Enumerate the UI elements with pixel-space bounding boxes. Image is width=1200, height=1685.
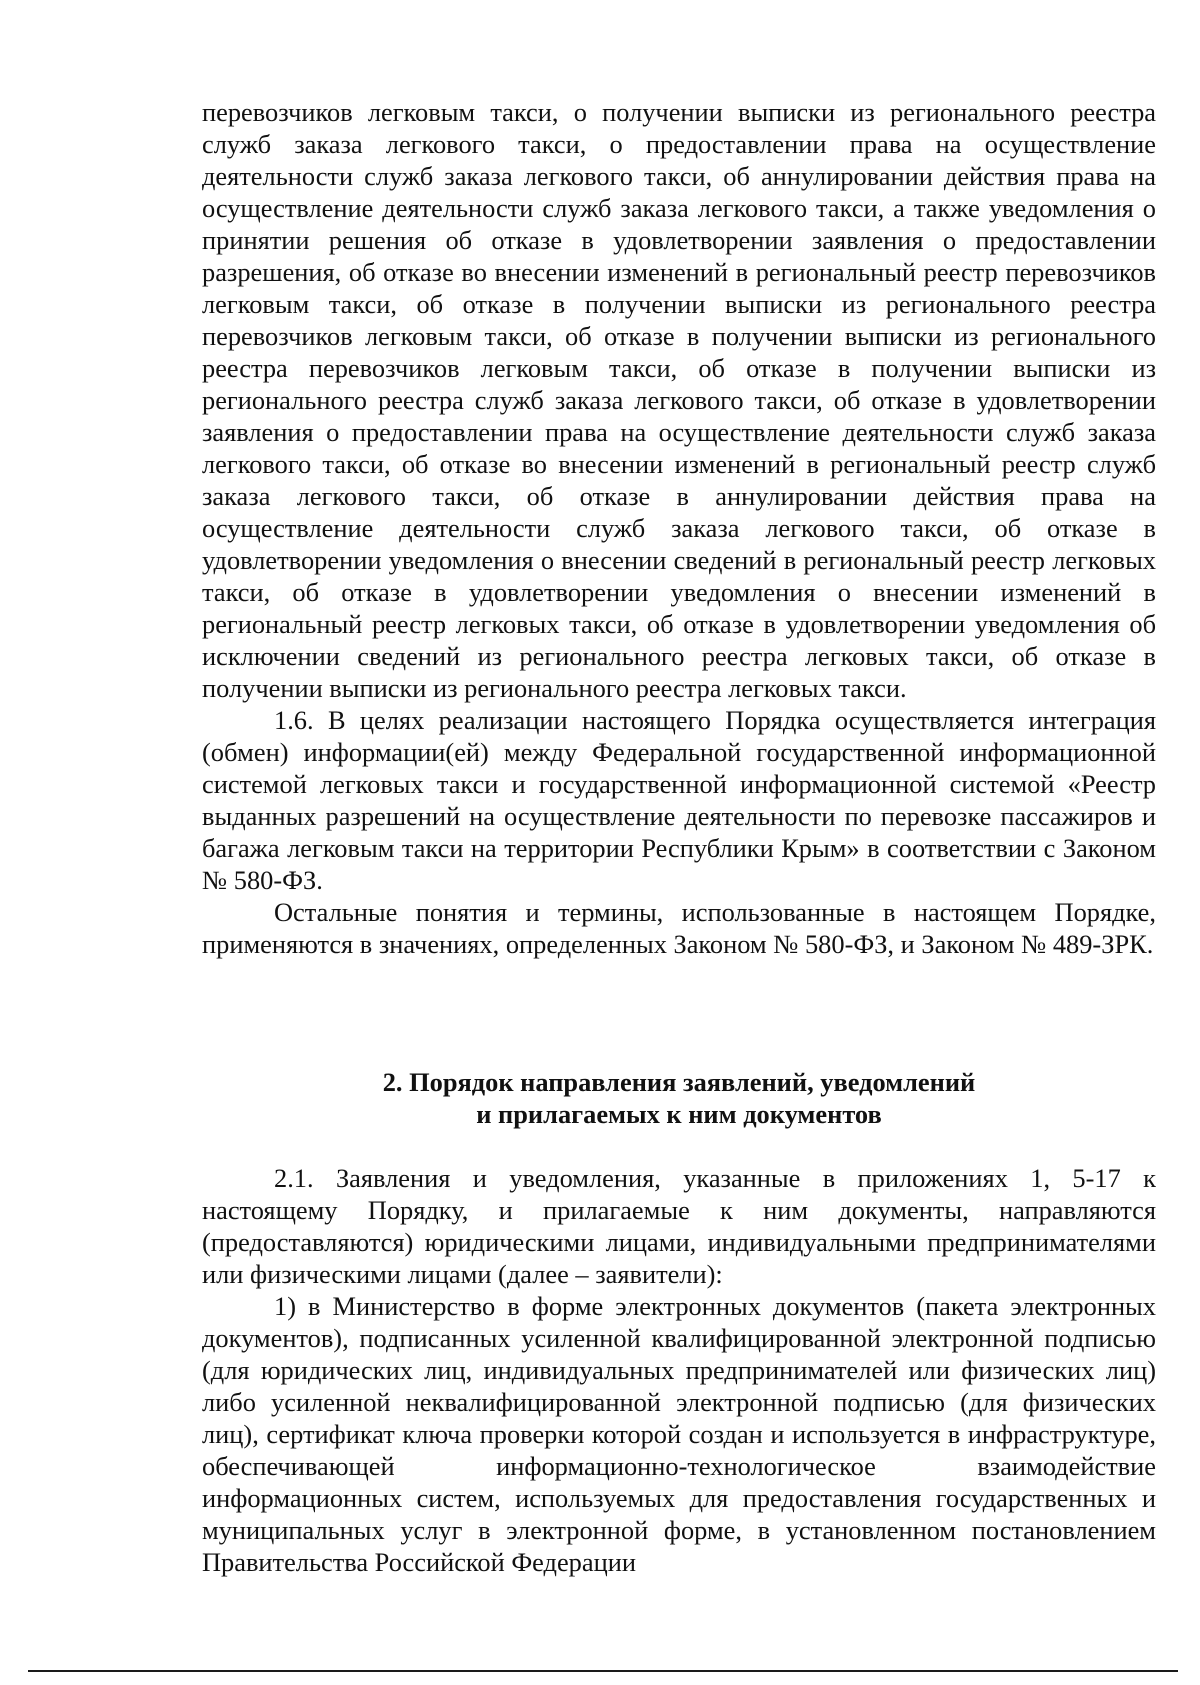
section-heading-line-2: и прилагаемых к ним документов xyxy=(476,1099,882,1129)
body-text-bottom xyxy=(202,1162,1156,1578)
section-heading-line-1: 2. Порядок направления заявлений, уведомлений xyxy=(382,1067,976,1097)
body-text-top xyxy=(202,96,1156,960)
section-heading xyxy=(202,1066,1156,1130)
paragraph-2-1: 2.1. Заявления и уведомления, указанные в приложениях 1, 5-17 к настоящему Порядку, и прилагаемые к ним документы, направляются (предоставляются) юридическими лицами, индивидуальными предпринимателями или физическими лицами (далее – заявители): xyxy=(202,1163,1156,1289)
paragraph-terms: Остальные понятия и термины, использованные в настоящем Порядке, применяются в значениях, определенных Законом № 580-ФЗ, и Законом № 489-ЗРК. xyxy=(202,897,1156,959)
paragraph-continuation: перевозчиков легковым такси, о получении выписки из регионального реестра служб заказа легкового такси, о предоставлении права на осуществление деятельности служб заказа легкового такси, об аннулировании действия права на осуществление деятельности служб заказа легкового такси, а также уведомления о принятии решения об отказе в удовлетворении заявления о предоставлении разрешения, об отказе во внесении изменений в региональный реестр перевозчиков легковым такси, об отказе в получении выписки из регионального реестра перевозчиков легковым такси, об отказе в получении выписки из регионального реестра перевозчиков легковым такси, об отказе в получении выписки из регионального реестра служб заказа легкового такси, об отказе в удовлетворении заявления о предоставлении права на осуществление деятельности служб заказа легкового такси, об отказе во внесении изменений в региональный реестр служб заказа легкового такси, об отказе в аннулировании действия права на осуществление деятельности служб заказа легкового такси, об отказе в удовлетворении уведомления о внесении сведений в региональный реестр легковых такси, об отказе в удовлетворении уведомления о внесении изменений в региональный реестр легковых такси, об отказе в удовлетворении уведомления об исключении сведений из регионального реестра легковых такси, об отказе в получении выписки из регионального реестра легковых такси. xyxy=(202,97,1156,703)
paragraph-item-1: 1) в Министерство в форме электронных документов (пакета электронных документов), подписанных усиленной квалифицированной электронной подписью (для юридических лиц, индивидуальных предпринимателей или физических лиц) либо усиленной неквалифицированной электронной подписью (для физических лиц), сертификат ключа проверки которой создан и используется в инфраструктуре, обеспечивающей информационно-технологическое взаимодействие информационных систем, используемых для предоставления государственных и муниципальных услуг в электронной форме, в установленном постановлением Правительства Российской Федерации xyxy=(202,1291,1156,1577)
bottom-divider-line xyxy=(28,1670,1178,1672)
paragraph-1-6: 1.6. В целях реализации настоящего Порядка осуществляется интеграция (обмен) информации(ей) между Федеральной государственной информационной системой легковых такси и государственной информационной системой «Реестр выданных разрешений на осуществление деятельности по перевозке пассажиров и багажа легковым такси на территории Республики Крым» в соответствии с Законом № 580-ФЗ. xyxy=(202,705,1156,895)
